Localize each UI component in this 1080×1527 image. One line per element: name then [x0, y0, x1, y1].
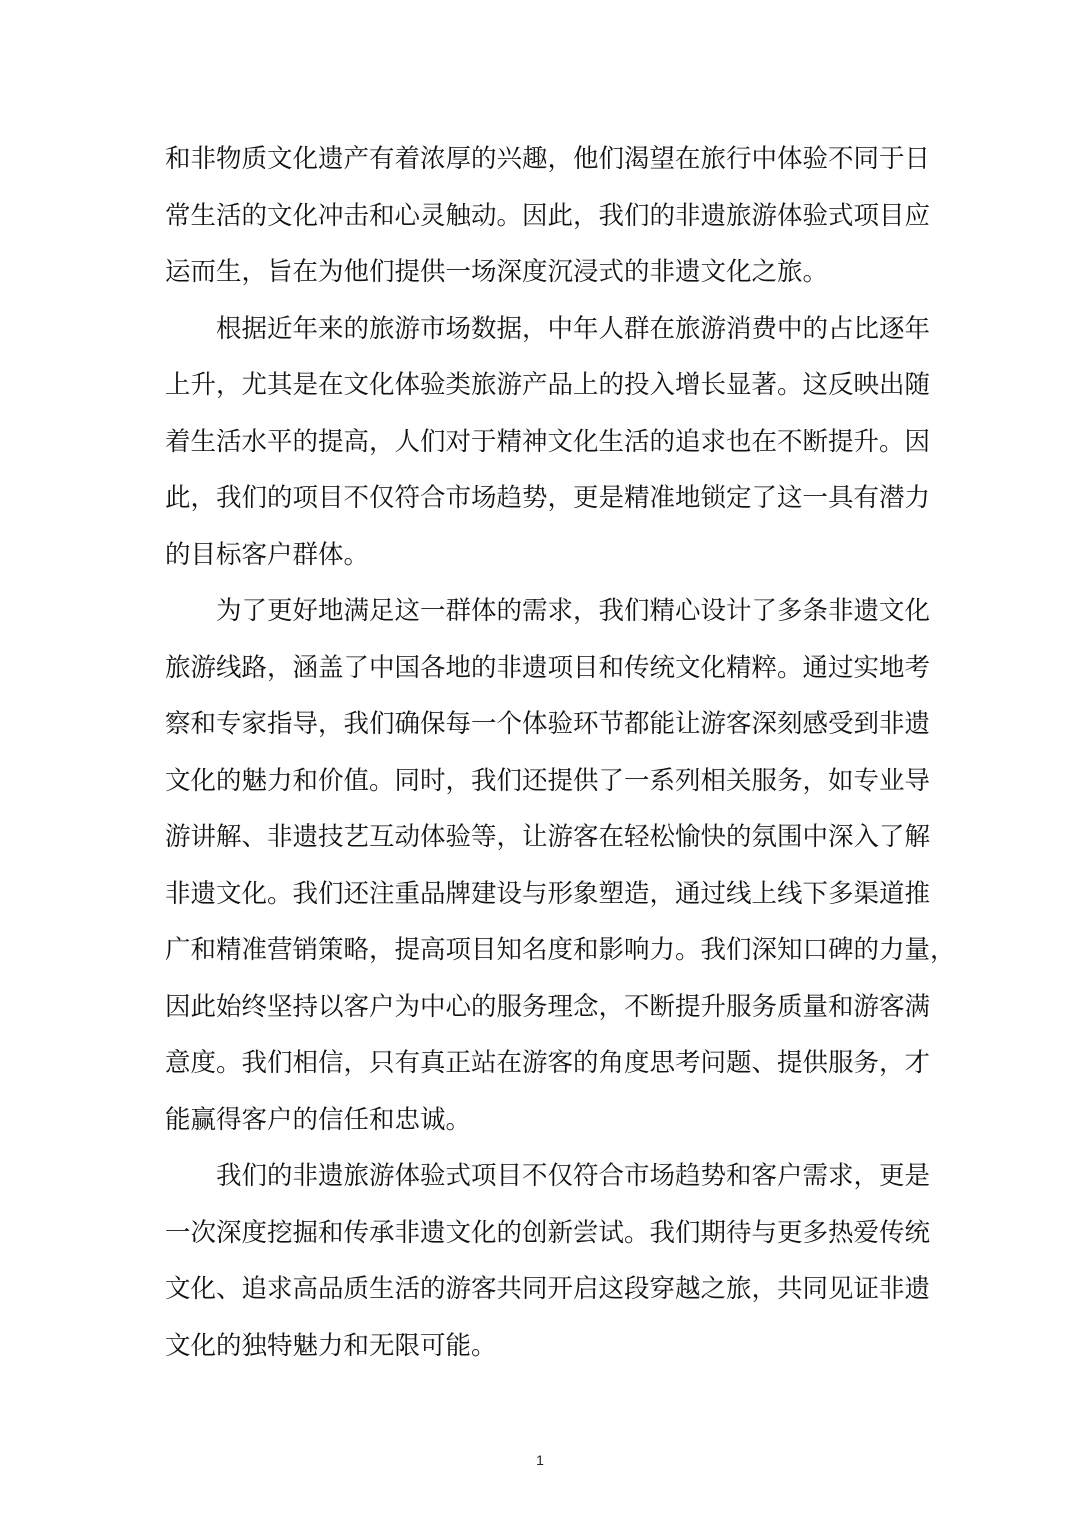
text-line: 着生活水平的提高，人们对于精神文化生活的追求也在不断提升。因: [165, 426, 931, 457]
paragraph: [165, 131, 931, 301]
text-line: 因此始终坚持以客户为中心的服务理念，不断提升服务质量和游客满: [165, 991, 931, 1022]
text-line: 广和精准营销策略，提高项目知名度和影响力。我们深知口碑的力量，: [165, 935, 956, 965]
text-line: 文化、追求高品质生活的游客共同开启这段穿越之旅，共同见证非遗: [165, 1274, 931, 1304]
text-line: 察和专家指导，我们确保每一个体验环节都能让游客深刻感受到非遗: [165, 709, 931, 739]
text-line: 和非物质文化遗产有着浓厚的兴趣，他们渴望在旅行中体验不同于日: [165, 144, 931, 174]
paragraph: [165, 1148, 931, 1374]
text-line: 文化的独特魅力和无限可能。: [165, 1330, 497, 1361]
text-line: 文化的魅力和价值。同时，我们还提供了一系列相关服务，如专业导: [165, 765, 931, 796]
text-line: 我们的非遗旅游体验式项目不仅符合市场趋势和客户需求，更是: [216, 1161, 931, 1191]
text-line: 游讲解、非遗技艺互动体验等，让游客在轻松愉快的氛围中深入了解: [165, 822, 931, 852]
text-line: 能赢得客户的信任和忠诚。: [165, 1104, 472, 1135]
text-line: 根据近年来的旅游市场数据，中年人群在旅游消费中的占比逐年: [216, 313, 931, 344]
paragraph: [165, 301, 931, 584]
page-number: 1: [536, 1452, 544, 1468]
text-line: 意度。我们相信，只有真正站在游客的角度思考问题、提供服务，才: [165, 1048, 931, 1078]
text-line: 为了更好地满足这一群体的需求，我们精心设计了多条非遗文化: [216, 596, 931, 626]
paragraph: [165, 583, 956, 1148]
text-line: 一次深度挖掘和传承非遗文化的创新尝试。我们期待与更多热爱传统: [165, 1217, 931, 1248]
text-line: 运而生，旨在为他们提供一场深度沉浸式的非遗文化之旅。: [165, 257, 829, 287]
document-body: [165, 131, 956, 1374]
text-line: 非遗文化。我们还注重品牌建设与形象塑造，通过线上线下多渠道推: [165, 878, 931, 909]
text-line: 旅游线路，涵盖了中国各地的非遗项目和传统文化精粹。通过实地考: [165, 652, 931, 683]
text-line: 常生活的文化冲击和心灵触动。因此，我们的非遗旅游体验式项目应: [165, 200, 931, 231]
text-line: 的目标客户群体。: [165, 539, 370, 570]
text-line: 上升，尤其是在文化体验类旅游产品上的投入增长显著。这反映出随: [165, 370, 931, 400]
text-line: 此，我们的项目不仅符合市场趋势，更是精准地锁定了这一具有潜力: [165, 483, 931, 513]
